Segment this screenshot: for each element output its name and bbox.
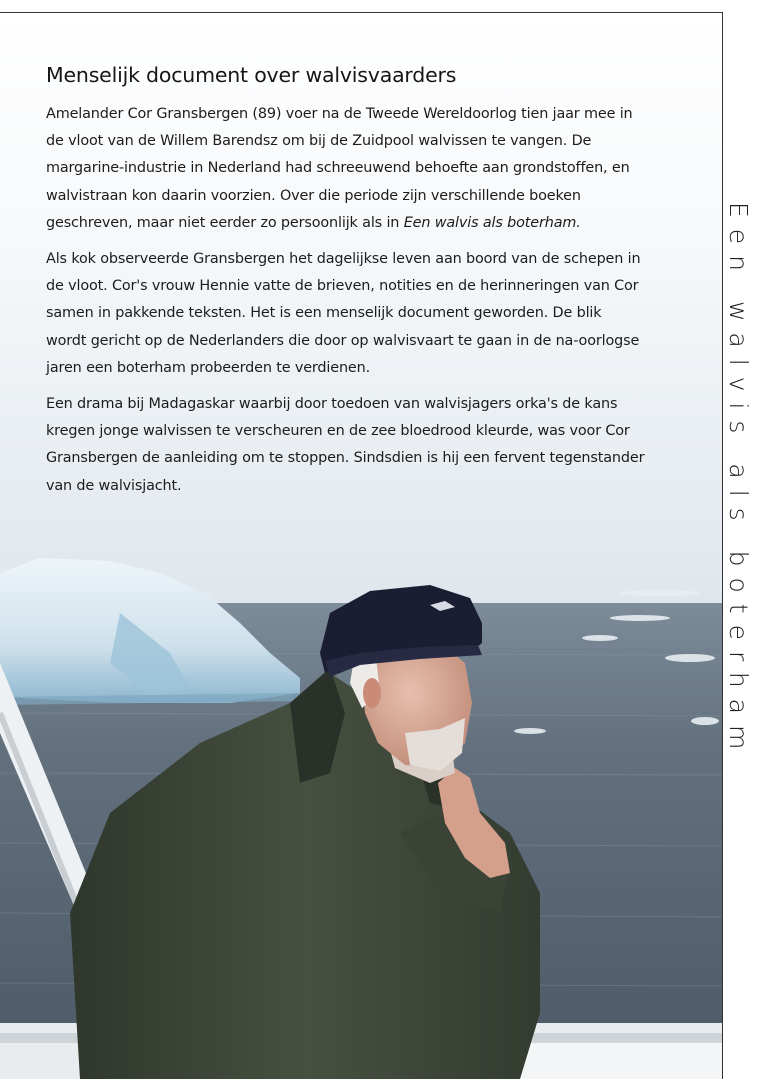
book-cover (0, 12, 723, 1079)
article-paragraph-1 (46, 101, 646, 237)
spine-title: Een walvis als boterham (724, 202, 753, 761)
spine (722, 12, 768, 1078)
book-title-reference: Een walvis als boterham. (403, 214, 581, 231)
article-paragraph-2: Als kok observeerde Gransbergen het dagelijkse leven aan boord van de schepen in de vloot. Cor's vrouw Hennie vatte de brieven, notities en de herinneringen van Cor samen in pakkende teksten. Het is een menselijk document geworden. De blik wordt gericht op de Nederlanders die door op walvisvaart te gaan in de na-oorlogse jaren een boterham probeerden te verdienen. (46, 251, 641, 376)
article-paragraph-1-text: Amelander Cor Gransbergen (89) voer na de Tweede Wereldoorlog tien jaar mee in de vloot van de Willem Barendsz om bij de Zuidpool walvissen te vangen. De margarine-industrie in Nederland had schreeuwend behoefte aan grondstoffen, en walvistraan kon daarin voorzien. Over die periode zijn verschillende boeken geschreven, maar niet eerder zo persoonlijk als in (46, 106, 633, 231)
article (46, 63, 646, 509)
article-headline: Menselijk document over walvisvaarders (46, 63, 457, 87)
article-paragraph-3: Een drama bij Madagaskar waarbij door toedoen van walvisjagers orka's de kans kregen jonge walvissen te verscheuren en de zee bloedrood kleurde, was voor Cor Gransbergen de aanleiding om te stoppen. Sindsdien is hij een fervent tegenstander van de walvisjacht. (46, 396, 645, 494)
